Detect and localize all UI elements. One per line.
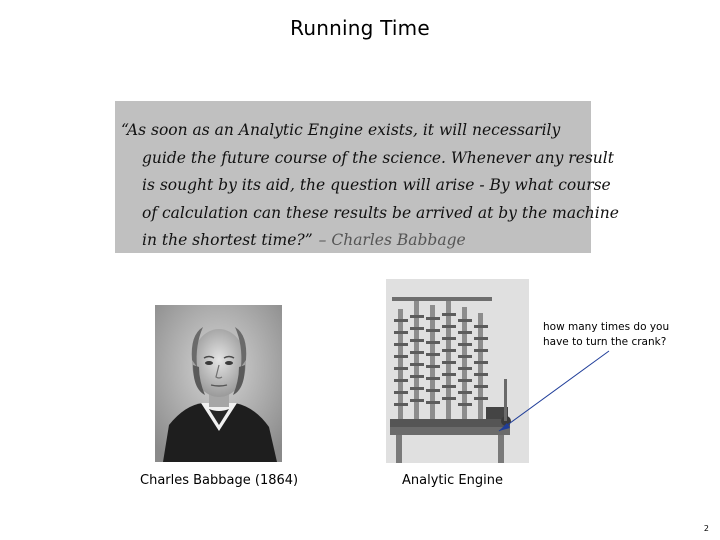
quote-box [115,101,619,253]
quote-text [121,117,619,255]
babbage-portrait-image [155,305,282,462]
callout-line: have to turn the crank? [543,336,667,348]
quote-line: guide the future course of the science. Whenever any result [142,148,614,167]
portrait-caption: Charles Babbage (1864) [140,473,299,488]
quote-last-text: in the shortest time?” [142,231,313,249]
analytic-engine-image [386,279,529,463]
quote-line: of calculation can these results be arrived at by the machine [142,203,619,222]
slide-title: Running Time [290,16,430,40]
quote-attribution: – Charles Babbage [318,231,466,249]
callout-text [543,320,713,350]
quote-line [121,227,591,255]
engine-caption: Analytic Engine [402,473,503,488]
callout-line: how many times do you [543,321,670,333]
quote-line: is sought by its aid, the question will arise - By what course [142,176,611,194]
quote-line: “As soon as an Analytic Engine exists, it will necessarily [121,121,561,139]
page-number: 2 [703,524,709,533]
